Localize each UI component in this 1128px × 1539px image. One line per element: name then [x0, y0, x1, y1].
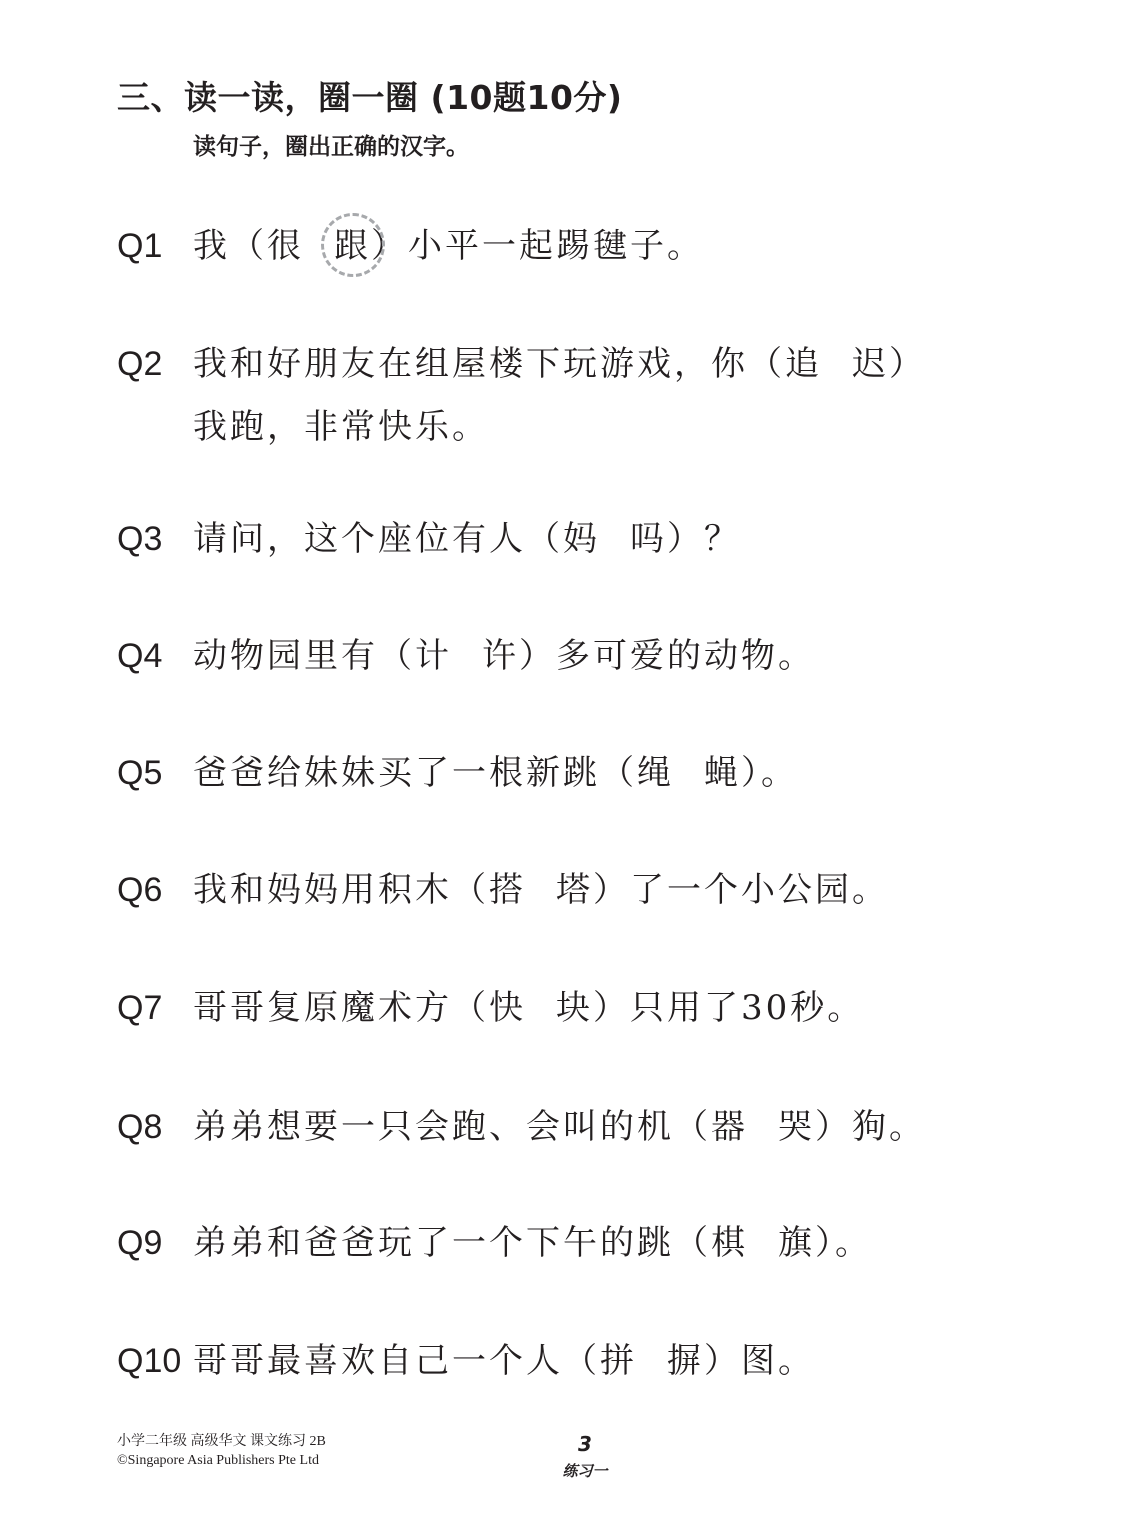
- sentence-after: ）图。: [704, 1341, 815, 1381]
- option-2[interactable]: 摒: [667, 1341, 704, 1381]
- option-1[interactable]: 快: [489, 988, 526, 1028]
- option-1[interactable]: 很: [267, 226, 304, 266]
- option-1[interactable]: 绳: [637, 753, 674, 793]
- sentence-before: 请问，这个座位有人（: [193, 519, 563, 559]
- question-number: Q4: [117, 637, 163, 675]
- option-1[interactable]: 搭: [489, 870, 526, 910]
- option-1[interactable]: 棋: [711, 1223, 748, 1263]
- option-1[interactable]: 拼: [600, 1341, 637, 1381]
- option-1[interactable]: 器: [711, 1107, 748, 1147]
- sentence-before: 我和好朋友在组屋楼下玩游戏，你（: [193, 344, 785, 384]
- question-sentence: [193, 221, 704, 271]
- sentence-before: 哥哥复原魔术方（: [193, 988, 489, 1028]
- sentence-after: ）小平一起踢毽子。: [371, 226, 704, 266]
- page-number: 3: [578, 1432, 592, 1456]
- question-sentence: [193, 1102, 926, 1152]
- sentence-after: ）。: [741, 753, 798, 793]
- option-1[interactable]: 追: [785, 344, 822, 384]
- footer-copyright: ©Singapore Asia Publishers Pte Ltd: [117, 1453, 319, 1468]
- sentence-before: 我和妈妈用积木（: [193, 870, 489, 910]
- question-number: Q8: [117, 1108, 163, 1146]
- question-number: Q9: [117, 1224, 163, 1262]
- question-sentence: [193, 748, 798, 798]
- option-2[interactable]: 塔: [556, 870, 593, 910]
- section-instruction: 读句子，圈出正确的汉字。: [193, 134, 469, 160]
- question-number: Q10: [117, 1342, 182, 1380]
- option-2-circled[interactable]: 跟: [334, 221, 371, 271]
- option-2[interactable]: 吗: [630, 519, 667, 559]
- question-sentence: [193, 1336, 815, 1386]
- sentence-before: 爸爸给妹妹买了一根新跳（: [193, 753, 637, 793]
- sentence-after: ）。: [815, 1223, 872, 1263]
- question-number: Q5: [117, 754, 163, 792]
- option-2[interactable]: 迟: [852, 344, 889, 384]
- sentence-before: 弟弟想要一只会跑、会叫的机（: [193, 1107, 711, 1147]
- sentence-after: ）了一个小公园。: [593, 870, 889, 910]
- sentence-before: 弟弟和爸爸玩了一个下午的跳（: [193, 1223, 711, 1263]
- sentence-before: 哥哥最喜欢自己一个人（: [193, 1341, 600, 1381]
- option-2[interactable]: 哭: [778, 1107, 815, 1147]
- option-1[interactable]: 计: [415, 636, 452, 676]
- question-sentence-line-2: 我跑，非常快乐。: [193, 407, 489, 447]
- question-sentence: [193, 983, 864, 1033]
- sentence-after: ）: [889, 344, 926, 384]
- sentence-after: ）狗。: [815, 1107, 926, 1147]
- option-2[interactable]: 块: [556, 988, 593, 1028]
- footer-credits: [117, 1432, 326, 1470]
- question-number: Q3: [117, 520, 163, 558]
- option-1[interactable]: 妈: [563, 519, 600, 559]
- question-number: Q6: [117, 871, 163, 909]
- option-2[interactable]: 蝇: [704, 753, 741, 793]
- question-sentence: [193, 865, 889, 915]
- sentence-before: 我（: [193, 226, 267, 266]
- sentence-after: ）？: [667, 519, 741, 559]
- question-number: Q1: [117, 227, 163, 265]
- question-sentence: [193, 1218, 872, 1268]
- question-number: Q2: [117, 345, 163, 383]
- option-2[interactable]: 旗: [778, 1223, 815, 1263]
- question-sentence: [193, 339, 926, 389]
- sentence-after: ）多可爱的动物。: [519, 636, 815, 676]
- option-2[interactable]: 许: [482, 636, 519, 676]
- sentence-after: ）只用了30秒。: [593, 988, 865, 1028]
- question-sentence: [193, 631, 815, 681]
- page-label: 练习一: [562, 1462, 608, 1480]
- sentence-before: 动物园里有（: [193, 636, 415, 676]
- section-title: 三、读一读，圈一圈 (10题10分): [117, 78, 623, 117]
- question-sentence: [193, 514, 741, 564]
- footer-book-title: 小学二年级 高级华文 课文练习 2B: [117, 1434, 326, 1449]
- question-number: Q7: [117, 989, 163, 1027]
